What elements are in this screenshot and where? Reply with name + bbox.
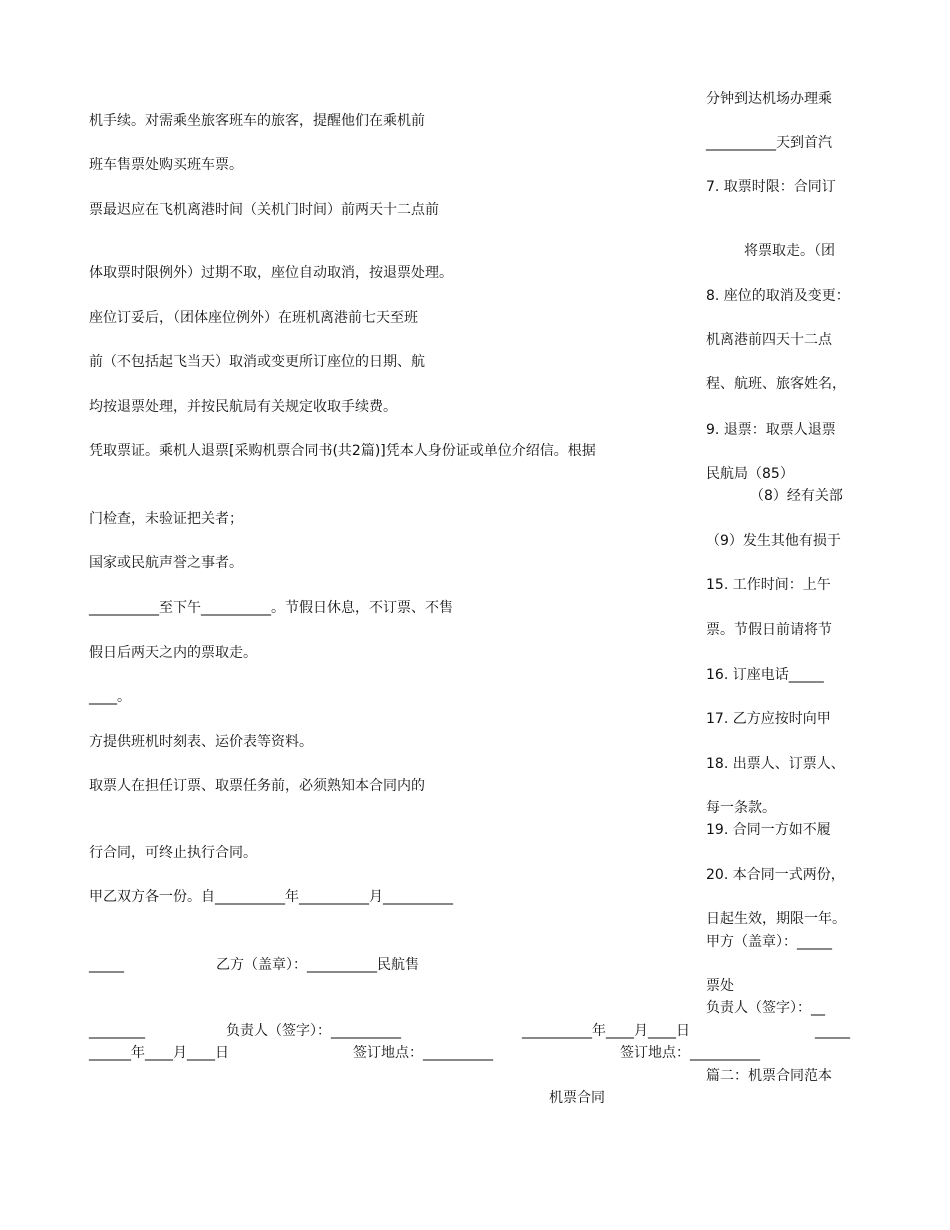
text-line: __________年____月____日: [522, 1023, 690, 1039]
text-line: 假日后两天之内的票取走。: [89, 645, 257, 661]
text-line: 每一条款。: [706, 800, 776, 816]
text-line: 17. 乙方应按时向甲: [706, 711, 831, 727]
text-line: 座位订妥后，（团体座位例外）在班机离港前七天至班: [89, 310, 418, 326]
text-line: 负责人（签字）：__________: [226, 1023, 401, 1039]
text-line: 15. 工作时间：上午: [706, 577, 831, 593]
text-line: 机离港前四天十二点: [706, 332, 832, 348]
text-line: 8. 座位的取消及变更：: [706, 288, 850, 304]
text-line: ______年____月____日: [89, 1045, 229, 1061]
text-line: 9. 退票：取票人退票: [706, 422, 836, 438]
text-line: 甲乙双方各一份。自__________年__________月__________: [89, 889, 453, 905]
text-line: 篇二：机票合同范本: [706, 1068, 832, 1084]
text-line: 门检查，未验证把关者；: [89, 511, 243, 527]
text-line: 国家或民航声誉之事者。: [89, 555, 243, 571]
text-line: 程、航班、旅客姓名，: [706, 376, 846, 392]
text-line: _____: [89, 957, 124, 973]
text-line: 凭取票证。乘机人退票[采购机票合同书(共2篇)]凭本人身份证或单位介绍信。根据: [89, 443, 596, 459]
text-line: __________至下午__________。节假日休息，不订票、不售: [89, 600, 453, 616]
text-line: 7. 取票时限：合同订: [706, 179, 836, 195]
text-line: 18. 出票人、订票人、: [706, 756, 845, 772]
text-line: 乙方（盖章）：__________民航售: [216, 957, 419, 973]
text-line: 方提供班机时刻表、运价表等资料。: [89, 734, 313, 750]
text-line: 行合同，可终止执行合同。: [89, 845, 257, 861]
text-line: 取票人在担任订票、取票任务前，必须熟知本合同内的: [89, 778, 425, 794]
text-line: 甲方（盖章）：_____: [706, 934, 832, 950]
text-line: 票。节假日前请将节: [706, 622, 832, 638]
text-line: 19. 合同一方如不履: [706, 822, 831, 838]
text-line: 机票合同: [549, 1090, 605, 1106]
text-line: 民航局（85）: [706, 466, 794, 482]
text-line: 分钟到达机场办理乘: [706, 91, 832, 107]
text-line: 前（不包括起飞当天）取消或变更所订座位的日期、航: [89, 354, 425, 370]
text-line: 16. 订座电话_____: [706, 667, 824, 683]
text-line: 均按退票处理，并按民航局有关规定收取手续费。: [89, 399, 397, 415]
text-line: 日起生效，期限一年。: [706, 911, 846, 927]
text-line: 票最迟应在飞机离港时间（关机门时间）前两天十二点前: [89, 202, 439, 218]
text-line: __________天到首汽: [706, 135, 832, 151]
text-line: 票处: [706, 978, 734, 994]
text-line: ____。: [89, 689, 131, 705]
text-line: ________: [89, 1023, 145, 1039]
text-line: 体取票时限例外）过期不取，座位自动取消，按退票处理。: [89, 265, 453, 281]
text-line: （8）经有关部: [750, 488, 843, 504]
text-line: 班车售票处购买班车票。: [89, 157, 243, 173]
text-line: 签订地点：__________: [620, 1045, 760, 1061]
text-line: _____: [815, 1023, 850, 1039]
text-line: 负责人（签字）：__: [706, 1000, 825, 1016]
text-line: 签订地点：__________: [353, 1045, 493, 1061]
text-line: 将票取走。（团: [744, 243, 835, 259]
text-line: 20. 本合同一式两份，: [706, 867, 845, 883]
text-line: （9）发生其他有损于: [706, 533, 841, 549]
text-line: 机手续。对需乘坐旅客班车的旅客，提醒他们在乘机前: [89, 113, 425, 129]
